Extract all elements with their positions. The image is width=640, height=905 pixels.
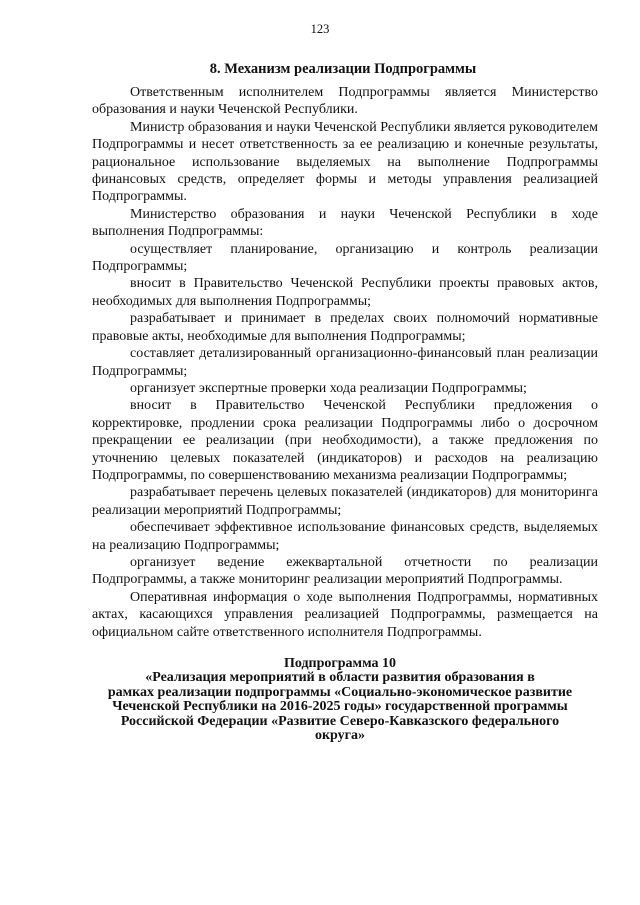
paragraph: разрабатывает и принимает в пределах своих полномочий нормативные правовые акты, необходимые для выполнения Подпрограммы; bbox=[92, 311, 598, 344]
paragraph: разрабатывает перечень целевых показателей (индикаторов) для мониторинга реализации мероприятий Подпрограммы; bbox=[92, 485, 598, 518]
paragraph: Ответственным исполнителем Подпрограммы является Министерство образования и науки Чеченской Республики. bbox=[92, 85, 598, 118]
body-text bbox=[92, 84, 598, 641]
subprogram-heading bbox=[80, 657, 600, 743]
paragraph: Министерство образования и науки Чеченской Республики в ходе выполнения Подпрограммы: bbox=[92, 206, 598, 240]
paragraph: Министр образования и науки Чеченской Республики является руководителем Подпрограммы и несет ответственность за ее реализацию и конечные результаты, рациональное использование выделяемых на выполнение Подпрограммы финансовых средств, определяет формы и методы управления реализацией Подпрограммы. bbox=[92, 119, 598, 205]
paragraph: организует экспертные проверки хода реализации Подпрограммы; bbox=[130, 380, 527, 396]
paragraph: осуществляет планирование, организацию и контроль реализации Подпрограммы; bbox=[92, 241, 598, 275]
paragraph: вносит в Правительство Чеченской Республики предложения о корректировке, продлении срока реализации Подпрограммы либо о досрочном прекращении ее реализации (при необходимости), а также предложения по уточнению целевых показателей (индикаторов) и расходов на реализацию Подпрограммы, по совершенствованию механизма реализации Подпрограммы; bbox=[92, 398, 598, 483]
paragraph: Оперативная информация о ходе выполнения Подпрограммы, нормативных актах, касающихся управления реализацией Подпрограммы, размещается на официальном сайте ответственного исполнителя Подпрограммы. bbox=[92, 589, 598, 640]
subprogram-title: Подпрограмма 10 bbox=[283, 656, 397, 671]
paragraph: составляет детализированный организационно-финансовый план реализации Подпрограммы; bbox=[92, 346, 598, 379]
subprogram-title-line: Чеченской Республики на 2016-2025 годы» государственной программы bbox=[112, 699, 568, 715]
subprogram-title-line: «Реализация мероприятий в области развития образования в bbox=[145, 670, 535, 686]
paragraph: организует ведение ежеквартальной отчетности по реализации Подпрограммы, а также мониторинг реализации мероприятий Подпрограммы. bbox=[92, 554, 598, 588]
paragraph: обеспечивает эффективное использование финансовых средств, выделяемых на реализацию Подпрограммы; bbox=[92, 520, 598, 553]
subprogram-title-line: Российской Федерации «Развитие Северо-Кавказского федерального bbox=[120, 713, 560, 729]
paragraph: вносит в Правительство Чеченской Республики проекты правовых актов, необходимых для выполнения Подпрограммы; bbox=[92, 276, 598, 309]
section-heading: 8. Механизм реализации Подпрограммы bbox=[209, 61, 477, 77]
subprogram-title-line: рамках реализации подпрограммы «Социально-экономическое развитие bbox=[107, 684, 573, 700]
page-number: 123 bbox=[310, 22, 330, 36]
subprogram-title-line: округа» bbox=[314, 728, 366, 744]
